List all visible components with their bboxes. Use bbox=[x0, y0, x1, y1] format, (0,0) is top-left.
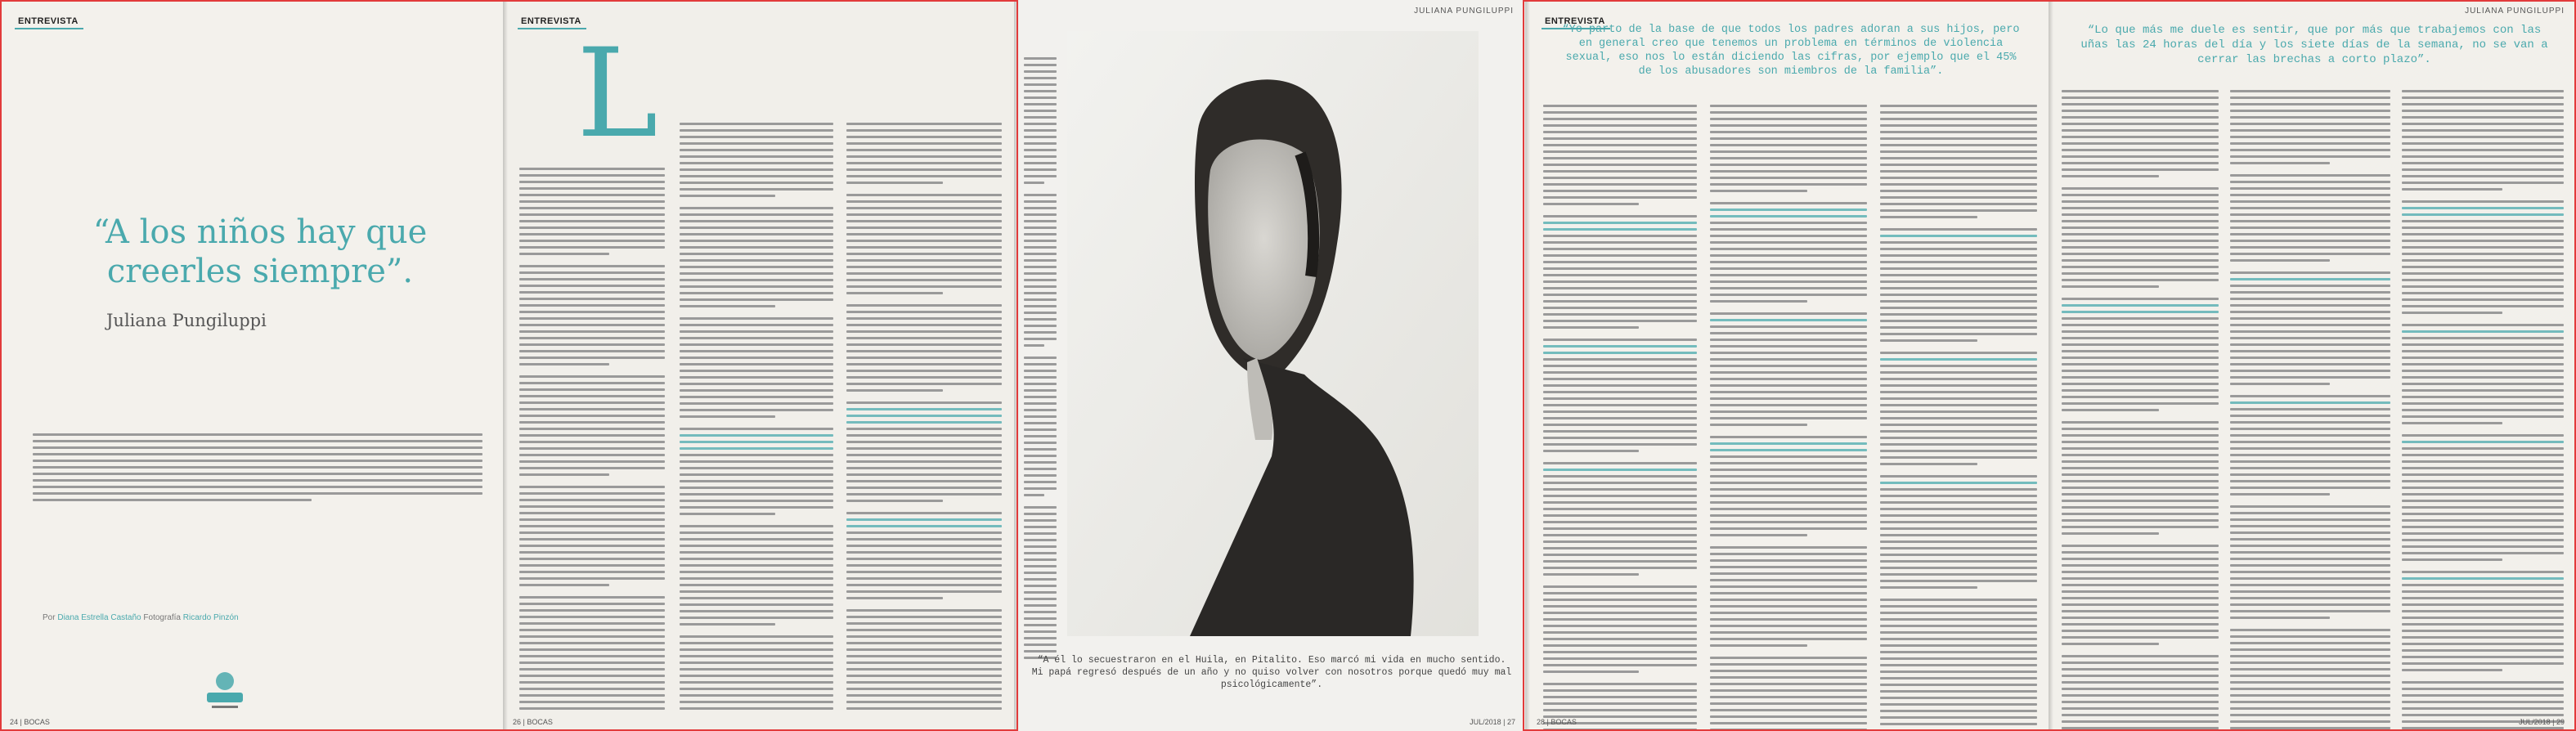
credits-prefix: Por bbox=[43, 613, 56, 622]
folio: 24 | BOCAS bbox=[10, 718, 50, 726]
text-column bbox=[1880, 105, 2037, 731]
pull-quote bbox=[1558, 23, 2024, 78]
text-column bbox=[1710, 105, 1867, 731]
section-tag: ENTREVISTA bbox=[1542, 16, 1610, 29]
portrait-photo-image bbox=[1067, 31, 1479, 636]
portrait-photo bbox=[1067, 31, 1479, 636]
text-column bbox=[2062, 90, 2219, 731]
running-head: JULIANA PUNGILUPPI bbox=[2465, 7, 2565, 16]
credits-photographer: Ricardo Pinzón bbox=[182, 613, 239, 622]
page-2-interview-body bbox=[503, 0, 1014, 731]
credits bbox=[43, 613, 239, 622]
page-1-title-page bbox=[0, 0, 503, 731]
dek-paragraph bbox=[33, 433, 482, 505]
pull-quote bbox=[2073, 23, 2556, 67]
text-column bbox=[2230, 90, 2390, 731]
magazine-logo-icon bbox=[200, 666, 249, 714]
page-4-interview-body bbox=[1525, 0, 2049, 731]
text-column bbox=[680, 123, 833, 714]
folio: JUL/2018 | 27 bbox=[1470, 718, 1515, 726]
text-column bbox=[1543, 105, 1697, 731]
credits-author: Diana Estrella Castaño bbox=[57, 613, 141, 622]
text-column bbox=[2402, 90, 2564, 731]
folio: 28 | BOCAS bbox=[1537, 718, 1577, 726]
photo-caption: “A él lo secuestraron en el Huila, en Pitalito. Eso marcó mi vida en mucho sentido. Mi papá regresó después de un año y no quiso volver con nosotros porque quedó muy mal psicológicamente”. bbox=[1031, 655, 1512, 690]
pull-quote-text: “Lo que más me duele es sentir, que por más que trabajemos con las uñas las 24 horas del día y los siete días de la semana, no se van a cerrar las brechas a corto plazo”. bbox=[2080, 24, 2548, 66]
credits-middle: Fotografía bbox=[143, 613, 181, 622]
text-column bbox=[846, 123, 1002, 714]
page-5-interview-body bbox=[2049, 0, 2576, 731]
section-tag: ENTREVISTA bbox=[15, 16, 83, 29]
text-column bbox=[1024, 57, 1057, 663]
folio: 26 | BOCAS bbox=[513, 718, 553, 726]
section-tag: ENTREVISTA bbox=[518, 16, 586, 29]
running-head: JULIANA PUNGILUPPI bbox=[1414, 7, 1514, 16]
subject-name: Juliana Pungiluppi bbox=[106, 311, 267, 330]
pull-quote-text: “Yo parto de la base de que todos los padres adoran a sus hijos, pero en general creo que tenemos un problema en términos de violencia sexual, eso nos lo están diciendo las cifras, por ejemplo que el 45% de los abusadores son miembros de la familia”. bbox=[1562, 24, 2020, 78]
text-column bbox=[519, 168, 665, 714]
folio: JUL/2018 | 29 bbox=[2519, 718, 2565, 726]
headline: “A los niños hay que creerles siempre”. bbox=[92, 213, 428, 290]
drop-cap: L bbox=[577, 23, 658, 165]
